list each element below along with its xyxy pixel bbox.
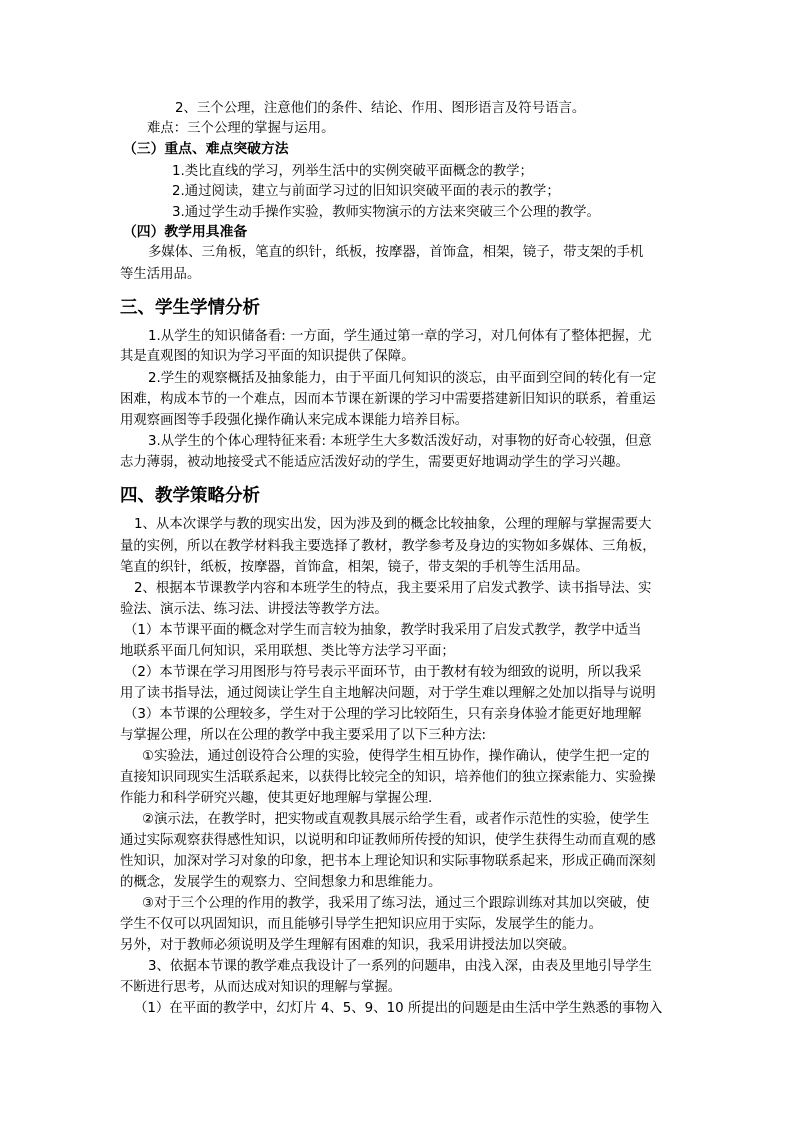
paragraph-line: （1）在平面的教学中，幻灯片 4、5、9、10 所提出的问题是由生活中学生熟悉的事物入 [134,1001,663,1016]
paragraph-line: 其是直观图的知识为学习平面的知识提供了保障。 [120,349,415,364]
paragraph-line: 直接知识同现实生活联系起来，以获得比较完全的知识，培养他们的独立探索能力、实验操 [120,770,656,785]
paragraph-line: 量的实例，所以在教学材料我主要选择了教材，教学参考及身边的实物如多媒体、三角板， [120,539,656,554]
paragraph-line: 难点：三个公理的掌握与运用。 [147,121,335,136]
paragraph-line: 不断进行思考，从而达成对知识的理解与掌握。 [120,980,402,995]
paragraph-line: 多媒体、三角板，笔直的织针，纸板，按摩器，首饰盒，相架，镜子，带支架的手机 [148,245,644,260]
paragraph-line: 等生活用品。 [120,267,201,282]
paragraph-line: 验法、演示法、练习法、讲授法等教学方法。 [120,602,388,617]
paragraph-line: ②演示法，在教学时，把实物或直观教具展示给学生看，或者作示范性的实验，使学生 [142,812,650,827]
paragraph-line: 与掌握公理，所以在公理的教学中我主要采用了以下三种方法: [120,728,487,743]
paragraph-line: 1.从学生的知识储备看: 一方面，学生通过第一章的学习，对几何体有了整体把握，尤 [148,329,652,344]
paragraph-line: 通过实际观察获得感性知识，以说明和印证教师所传授的知识，使学生获得生动而直观的感 [120,833,656,848]
paragraph-line: 另外，对于教师必须说明及学生理解有困难的知识，我采用讲授法加以突破。 [120,938,576,953]
paragraph-line: 用了读书指导法，通过阅读让学生自主地解决问题，对于学生难以理解之处加以指导与说明 [120,686,656,701]
chapter-heading: 四、教学策略分析 [120,486,260,506]
paragraph-line: 2、三个公理，注意他们的条件、结论、作用、图形语言及符号语言。 [175,101,586,116]
paragraph-line: 笔直的织针，纸板，按摩器，首饰盒，相架，镜子，带支架的手机等生活用品。 [120,560,589,575]
list-item: 1.类比直线的学习，列举生活中的实例突破平面概念的教学； [172,164,533,179]
paragraph-line: 的概念，发展学生的观察力、空间想象力和思维能力。 [120,875,442,890]
paragraph-line: 用观察画图等手段强化操作确认来完成本课能力培养目标。 [120,413,469,428]
paragraph-line: 性知识，加深对学习对象的印象，把书本上理论知识和实际事物联系起来，形成正确而深刻 [120,854,656,869]
paragraph-line: （2）本节课在学习用图形与符号表示平面环节，由于教材有较为细致的说明，所以我采 [124,665,642,680]
paragraph-line: 地联系平面几何知识，采用联想、类比等方法学习平面； [120,644,455,659]
section-heading: （三）重点、难点突破方法 [123,141,289,157]
paragraph-line: 3.从学生的个体心理特征来看: 本班学生大多数活泼好动，对事物的好奇心较强，但意 [148,434,652,449]
section-heading: （四）教学用具准备 [123,224,248,240]
paragraph-line: 作能力和科学研究兴趣，使其更好地理解与掌握公理. [120,791,433,806]
chapter-heading: 三、学生学情分析 [120,298,260,318]
paragraph-line: 2.学生的观察概括及抽象能力，由于平面几何知识的淡忘，由平面到空间的转化有一定 [148,371,657,386]
paragraph-line: ③对于三个公理的作用的教学，我采用了练习法，通过三个跟踪训练对其加以突破，使 [142,896,650,911]
paragraph-line: 学生不仅可以巩固知识，而且能够引导学生把知识应用于实际，发展学生的能力。 [120,917,603,932]
paragraph-line: 3、依据本节课的教学难点我设计了一系列的问题串，由浅入深，由表及里地引导学生 [148,959,652,974]
paragraph-line: （3）本节课的公理较多，学生对于公理的学习比较陌生，只有亲身体验才能更好地理解 [124,707,642,722]
paragraph-line: ①实验法，通过创设符合公理的实验，使得学生相互协作，操作确认，使学生把一定的 [142,749,650,764]
paragraph-line: 1、从本次课学与教的现实出发，因为涉及到的概念比较抽象，公理的理解与掌握需要大 [134,517,652,532]
paragraph-line: 2、根据本节课教学内容和本班学生的特点，我主要采用了启发式教学、读书指导法、实 [134,581,652,596]
list-item: 2.通过阅读，建立与前面学习过的旧知识突破平面的表示的教学； [172,184,560,199]
paragraph-line: 困难，构成本节的一个难点，因而本节课在新课的学习中需要搭建新旧知识的联系，着重运 [120,392,656,407]
list-item: 3.通过学生动手操作实验，教师实物演示的方法来突破三个公理的教学。 [172,205,600,220]
paragraph-line: 志力薄弱，被动地接受式不能适应活泼好动的学生，需要更好地调动学生的学习兴趣。 [120,455,629,470]
paragraph-line: （1）本节课平面的概念对学生而言较为抽象，教学时我采用了启发式教学，教学中适当 [124,623,642,638]
